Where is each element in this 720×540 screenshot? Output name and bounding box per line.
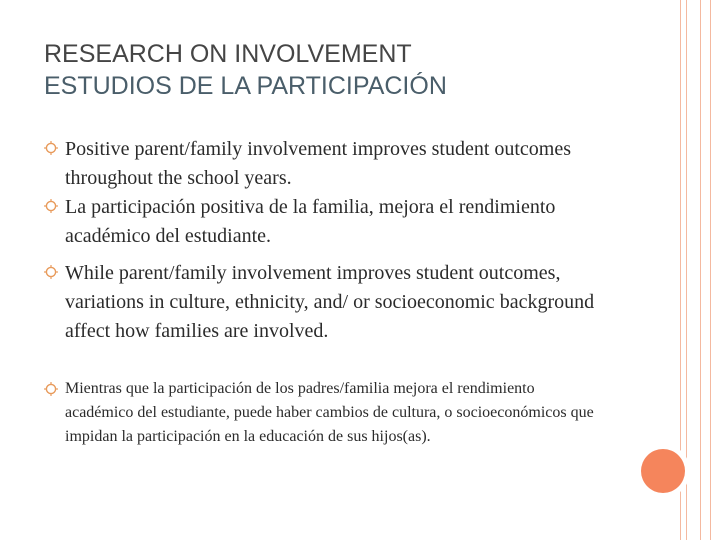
title-line-spanish: ESTUDIOS DE LA PARTICIPACIÓN [44,72,447,100]
title-line-english: RESEARCH ON INVOLVEMENT [44,40,412,68]
decorative-border-line [700,0,701,540]
bullet-text: La participación positiva de la familia, mejora el rendimiento académico del estudiante. [65,196,556,247]
bullet-text: Positive parent/family involvement improves student outcomes throughout the school years. [65,138,572,189]
sun-bullet-icon [44,199,58,213]
sun-bullet-icon [44,382,58,396]
bullet-text: While parent/family involvement improves student outcomes, variations in culture, ethnicity, and/ or socioeconomic background affect how families are involved. [65,262,595,342]
sun-bullet-icon [44,265,58,279]
decorative-border-line [710,0,711,540]
slide-title [44,38,644,102]
bullet-text: Mientras que la participación de los padres/familia mejora el rendimiento académico del estudiante, puede haber cambios de cultura, o socioeconómicos que impidan la participación en la educación de sus hijos(as). [65,380,594,445]
sun-bullet-icon [44,141,58,155]
decorative-circle-icon [641,449,685,493]
